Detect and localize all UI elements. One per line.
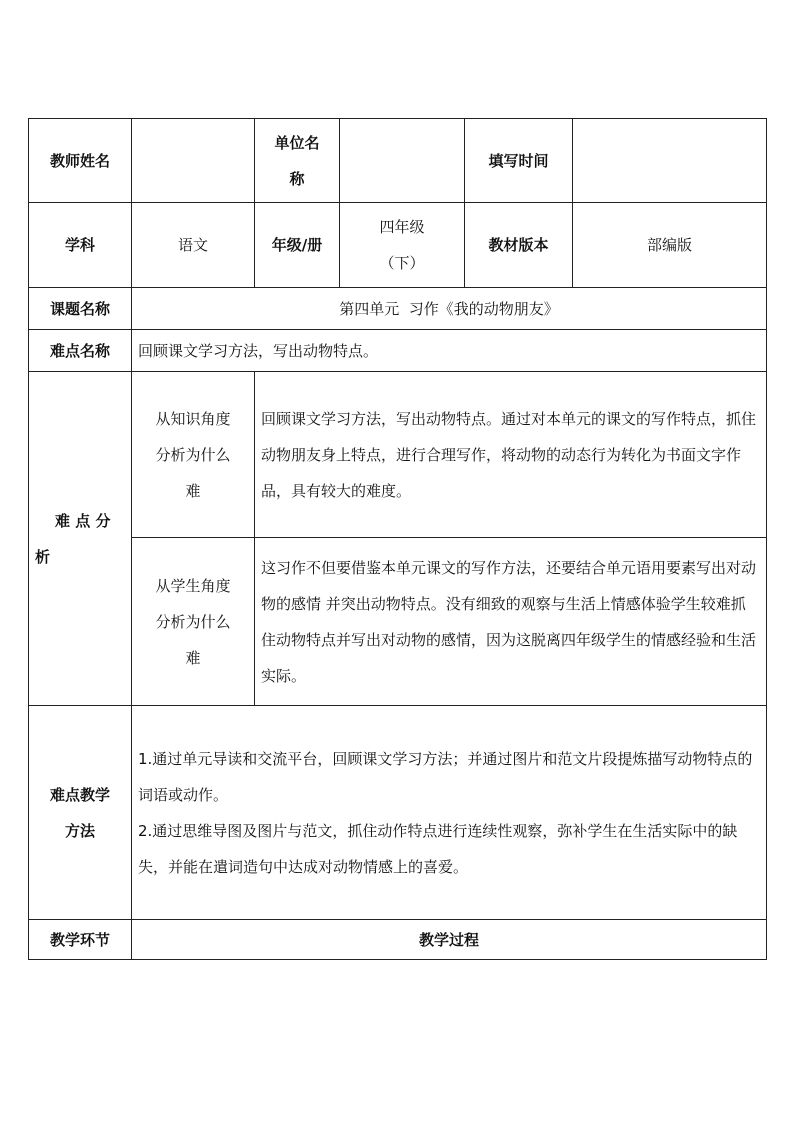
teacher-name-label: 教师姓名 <box>29 119 132 203</box>
knowledge-analysis-text: 回顾课文学习方法，写出动物特点。通过对本单元的课文的写作特点，抓住动物朋友身上特点，进行合理写作，将动物的动态行为转化为书面文字作品，具有较大的难度。 <box>255 372 767 538</box>
method-item-2: 2.通过思维导图及图片与范文，抓住动作特点进行连续性观察，弥补学生在生活实际中的缺失，并能在遣词造句中达成对动物情感上的喜爱。 <box>138 821 738 876</box>
knowledge-angle-label <box>132 372 255 538</box>
unit-name-label <box>255 119 340 203</box>
fill-time-value <box>573 119 767 203</box>
knowledge-angle-line2: 分析为什么 <box>155 445 231 464</box>
process-value: 教学过程 <box>132 920 767 960</box>
student-analysis-text: 这习作不但要借鉴本单元课文的写作方法，还要结合单元语用要素写出对动物的感情 并突出动物特点。没有细致的观察与生活上情感体验学生较难抓住动物特点并写出对动物的感情，因为这脱离四年级学生的情感经验和生活实际。 <box>255 538 767 706</box>
difficulty-label: 难点名称 <box>29 330 132 372</box>
subject-value: 语文 <box>132 203 255 288</box>
unit-name-value <box>340 119 465 203</box>
analysis-label-line1: 难 点 分 <box>55 511 111 530</box>
method-label <box>29 706 132 920</box>
edition-value: 部编版 <box>573 203 767 288</box>
header-row <box>29 119 767 203</box>
method-label-line1: 难点教学 <box>49 785 110 804</box>
topic-row <box>29 288 767 330</box>
student-angle-line3: 难 <box>185 648 201 667</box>
analysis-label-line2: 析 <box>35 547 51 566</box>
difficulty-row <box>29 330 767 372</box>
knowledge-angle-line3: 难 <box>185 481 201 500</box>
method-item-1: 1.通过单元导读和交流平台，回顾课文学习方法；并通过图片和范文片段提炼描写动物特点的词语或动作。 <box>138 749 753 804</box>
grade-value-line2: （下） <box>379 254 425 272</box>
method-row <box>29 706 767 920</box>
analysis-knowledge-row <box>29 372 767 538</box>
topic-label: 课题名称 <box>29 288 132 330</box>
method-label-line2: 方法 <box>64 821 95 840</box>
unit-name-label-line1: 单位名 <box>274 133 320 152</box>
subject-row <box>29 203 767 288</box>
analysis-student-row <box>29 538 767 706</box>
student-angle-line2: 分析为什么 <box>155 612 231 631</box>
student-angle-label <box>132 538 255 706</box>
teacher-name-value <box>132 119 255 203</box>
lesson-plan-table <box>28 118 767 960</box>
fill-time-label: 填写时间 <box>465 119 573 203</box>
analysis-label <box>29 372 132 706</box>
grade-value <box>340 203 465 288</box>
grade-value-line1: 四年级 <box>379 218 425 236</box>
process-label: 教学环节 <box>29 920 132 960</box>
method-content <box>132 706 767 920</box>
topic-value: 第四单元 习作《我的动物朋友》 <box>132 288 767 330</box>
student-angle-line1: 从学生角度 <box>155 576 231 595</box>
grade-label: 年级/册 <box>255 203 340 288</box>
unit-name-label-line2: 称 <box>289 169 305 188</box>
knowledge-angle-line1: 从知识角度 <box>155 409 231 428</box>
process-row <box>29 920 767 960</box>
edition-label: 教材版本 <box>465 203 573 288</box>
difficulty-value: 回顾课文学习方法，写出动物特点。 <box>132 330 767 372</box>
subject-label: 学科 <box>29 203 132 288</box>
